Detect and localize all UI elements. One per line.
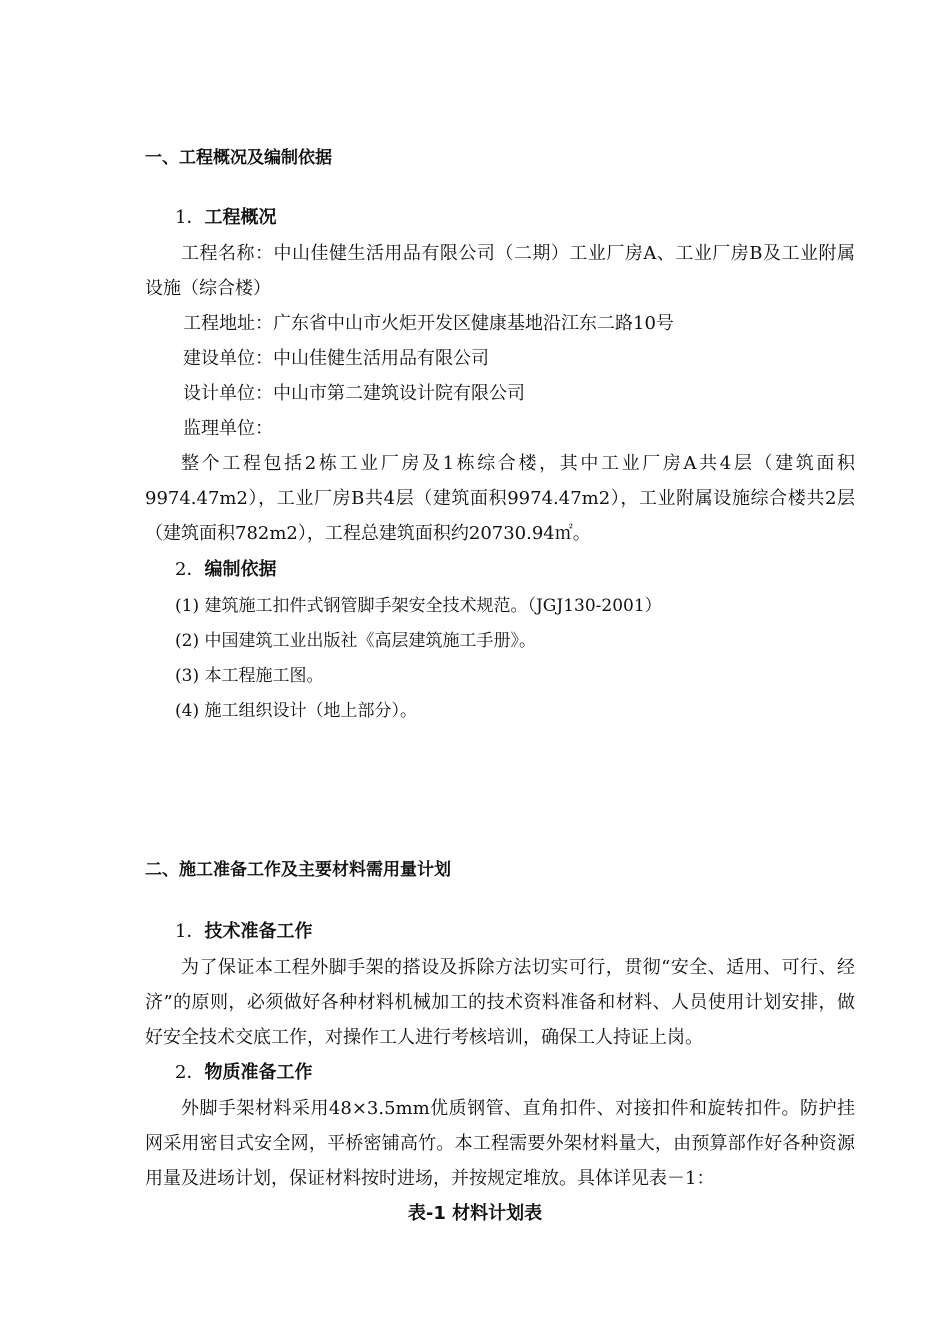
subsection-number: 2．	[175, 1062, 205, 1083]
design-unit: 设计单位：中山市第二建筑设计院有限公司	[183, 383, 525, 404]
section2-heading: 二、施工准备工作及主要材料需用量计划	[145, 860, 451, 880]
subsection-number: 1．	[175, 207, 205, 228]
material-prep-text: 外脚手架材料采用48×3.5mm优质钢管、直角扣件、对接扣件和旋转扣件。防护挂网采用密目式安全网，平桥密铺高竹。本工程需要外架材料量大，由预算部作好各种资源用量及进场计划，保证材料按时进场，并按规定堆放。具体详见表－1：	[145, 1098, 855, 1189]
subsection-title: 技术准备工作	[204, 921, 313, 942]
project-name: 工程名称：中山佳健生活用品有限公司（二期）工业厂房A、工业厂房B及工业附属设施（综合楼）	[145, 243, 855, 299]
subsection-title: 物质准备工作	[204, 1062, 313, 1083]
table-caption: 表-1 材料计划表	[407, 1203, 543, 1224]
client-unit: 建设单位：中山佳健生活用品有限公司	[183, 348, 489, 369]
subsection-title: 编制依据	[204, 559, 277, 580]
basis-item: (4) 施工组织设计（地上部分）。	[175, 701, 417, 721]
supervision-unit: 监理单位：	[183, 418, 273, 439]
subsection-number: 1．	[175, 921, 205, 942]
project-summary: 整个工程包括2栋工业厂房及1栋综合楼，其中工业厂房A共4层（建筑面积9974.47m2），工业厂房B共4层（建筑面积9974.47m2），工业附属设施综合楼共2层（建筑面积782m2），工程总建筑面积约20730.94㎡。	[145, 453, 855, 544]
subsection-basis-heading	[175, 558, 276, 582]
subsection-tech-heading	[175, 920, 312, 944]
basis-item: (2) 中国建筑工业出版社《高层建筑施工手册》。	[175, 631, 536, 651]
subsection-material-heading	[175, 1061, 312, 1085]
tech-prep-text: 为了保证本工程外脚手架的搭设及拆除方法切实可行，贯彻“安全、适用、可行、经济”的原则，必须做好各种材料机械加工的技术资料准备和材料、人员使用计划安排，做好安全技术交底工作，对操作工人进行考核培训，确保工人持证上岗。	[145, 957, 855, 1048]
section1-heading: 一、工程概况及编制依据	[145, 148, 332, 168]
subsection-number: 2．	[175, 559, 205, 580]
project-address: 工程地址：广东省中山市火炬开发区健康基地沿江东二路10号	[183, 313, 674, 334]
basis-item: (1) 建筑施工扣件式钢管脚手架安全技术规范。（JGJ130-2001）	[175, 596, 662, 616]
basis-item: (3) 本工程施工图。	[175, 666, 324, 686]
subsection-overview-heading	[175, 206, 276, 230]
subsection-title: 工程概况	[204, 207, 277, 228]
